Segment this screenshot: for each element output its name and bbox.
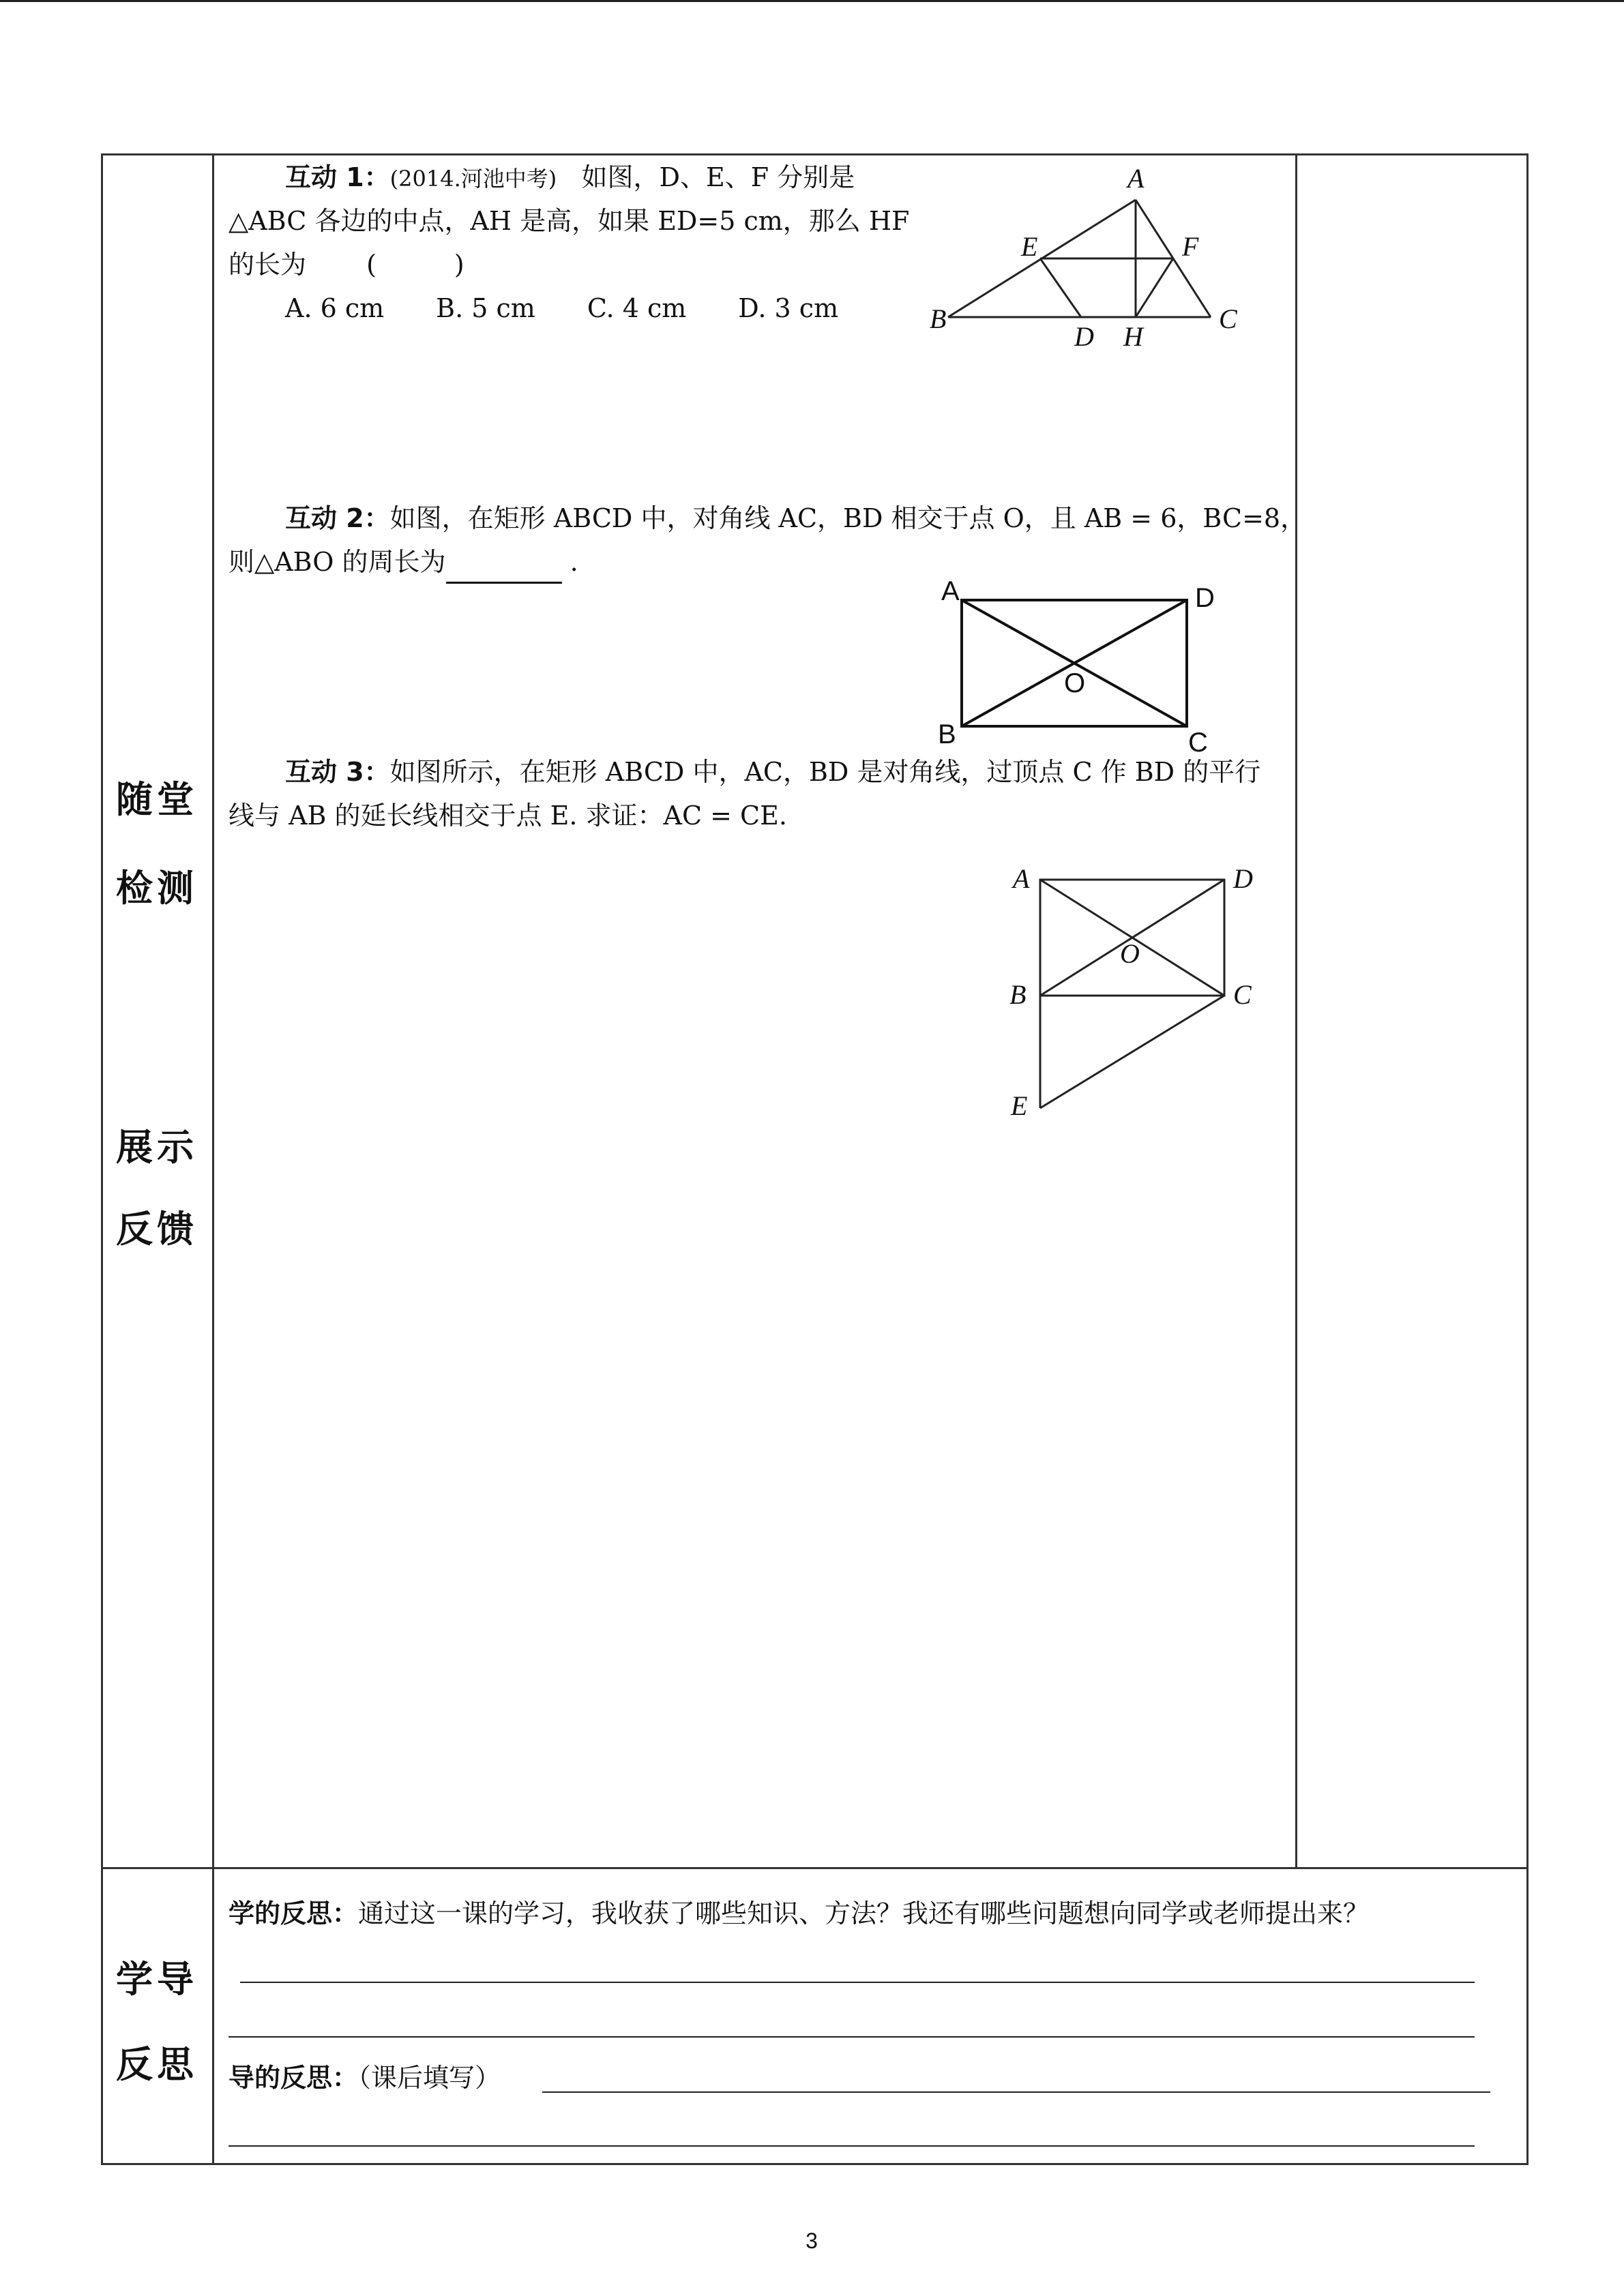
q2-label-a: A (941, 576, 960, 606)
q1-label-c: C (1219, 303, 1237, 334)
q1-label-a: A (1127, 163, 1145, 194)
q3-label: 互动 3： (285, 757, 390, 787)
page-top-border (0, 0, 1624, 2)
learn-reflection-text: 通过这一课的学习，我收获了哪些知识、方法？我还有哪些问题想向同学或老师提出来？ (358, 1898, 1370, 1928)
q3-label-a: A (1013, 863, 1030, 894)
learn-answer-line-1[interactable] (240, 1982, 1475, 1983)
side-label-show-1: 展示 (116, 1126, 198, 1169)
q1-label-e: E (1021, 231, 1038, 262)
q1-label-f: F (1182, 231, 1199, 262)
q1-line-1 (285, 155, 855, 200)
q3-label-o: O (1120, 938, 1140, 969)
q2-label-d: D (1195, 583, 1215, 613)
q2-label-o: O (1064, 668, 1086, 698)
learn-reflection-line (228, 1892, 1369, 1935)
q2-text-2a: 则△ABO 的周长为 (228, 547, 446, 577)
q1-label-b: B (930, 303, 947, 334)
q1-label-h: H (1123, 321, 1143, 351)
guide-answer-line-1[interactable] (542, 2091, 1490, 2093)
q1-label-d: D (1074, 321, 1094, 351)
page-number: 3 (806, 2228, 818, 2253)
guide-reflection-label: 导的反思： (228, 2063, 359, 2093)
guide-reflection-text: （课后填写） (358, 2063, 501, 2093)
q2-text-2b: . (570, 547, 578, 577)
q1-options: A. 6 cm B. 5 cm C. 4 cm D. 3 cm (285, 293, 839, 323)
guide-reflection-line (228, 2056, 501, 2100)
q2-rectangle-figure (934, 573, 1235, 757)
side-label-reflect-2: 反思 (116, 2043, 198, 2086)
q3-rectangle-figure (1003, 852, 1262, 1125)
q1-text-2: △ABC 各边的中点，AH 是高，如果 ED=5 cm，那么 HF (228, 206, 910, 236)
q1-text-1: 如图，D、E、F 分别是 (581, 162, 855, 192)
side-label-show-2: 反馈 (116, 1208, 198, 1251)
q2-label-c: C (1188, 728, 1208, 757)
side-label-check-1: 随堂 (116, 778, 198, 821)
q2-line-2 (228, 540, 578, 584)
guide-answer-line-2[interactable] (228, 2145, 1475, 2147)
q3-label-b: B (1009, 979, 1027, 1010)
q2-label: 互动 2： (285, 503, 390, 533)
q2-label-b: B (938, 719, 956, 749)
side-label-check-2: 检测 (116, 867, 198, 910)
q1-source: (2014.河池中考) (389, 166, 557, 192)
learn-answer-line-2[interactable] (228, 2036, 1475, 2038)
q1-label: 互动 1： (285, 162, 390, 192)
q3-label-e: E (1011, 1090, 1028, 1121)
q2-line-1 (285, 496, 1306, 540)
q3-text-1: 如图所示，在矩形 ABCD 中，AC，BD 是对角线，过顶点 C 作 BD 的平行 (389, 757, 1261, 787)
q3-line-1 (285, 750, 1260, 794)
q3-label-c: C (1233, 979, 1252, 1010)
side-label-reflect-1: 学导 (116, 1958, 198, 2001)
q3-text-2: 线与 AB 的延长线相交于点 E. 求证：AC = CE. (228, 801, 787, 831)
q2-answer-blank[interactable] (446, 554, 562, 584)
q3-label-d: D (1233, 863, 1253, 894)
q1-text-3: 的长为 ( ) (228, 250, 464, 280)
q1-triangle-figure (917, 160, 1272, 351)
learn-reflection-label: 学的反思： (228, 1898, 359, 1928)
q2-text-1: 如图，在矩形 ABCD 中，对角线 AC，BD 相交于点 O，且 AB = 6，BC=8， (389, 503, 1307, 533)
